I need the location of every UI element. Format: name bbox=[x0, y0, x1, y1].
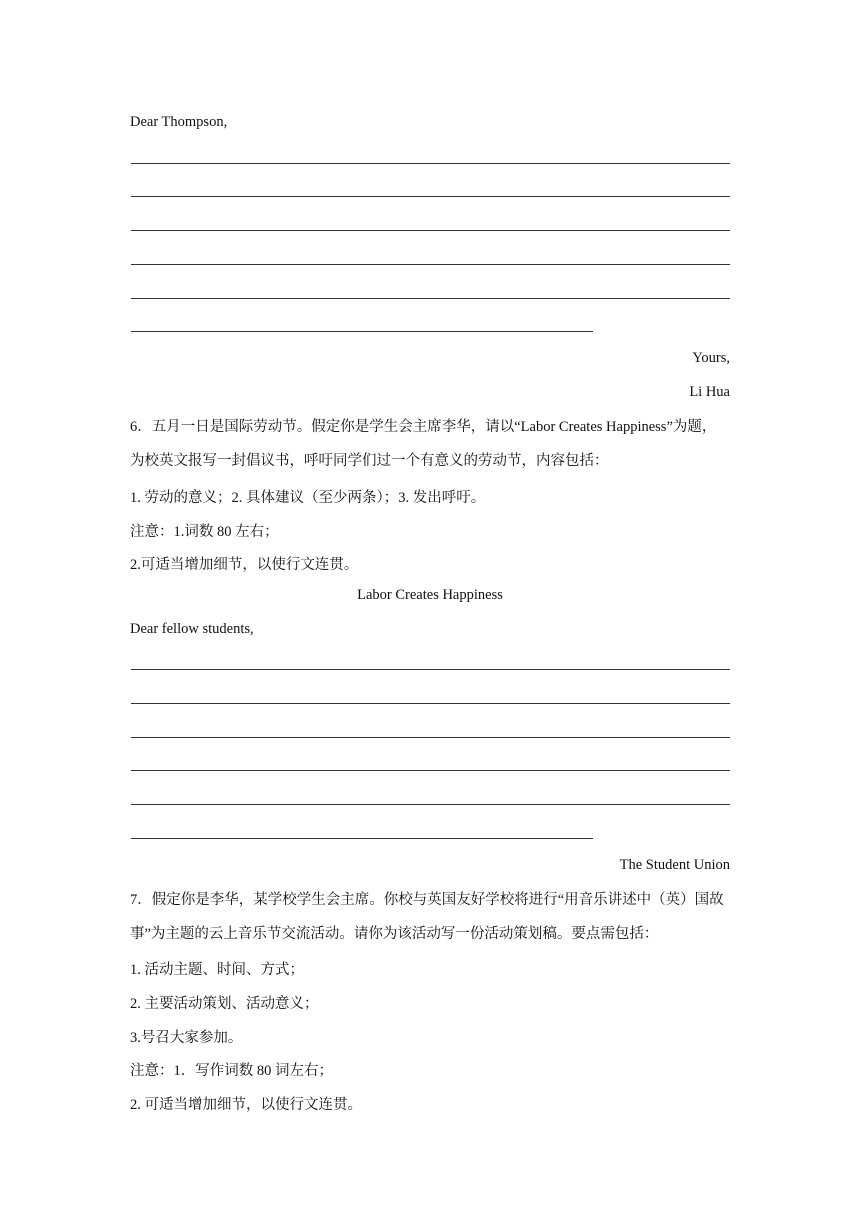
question-6-note-1: 注意：1.词数 80 左右； bbox=[130, 524, 279, 540]
question-7-prompt: 7．假定你是李华，某学校学生会主席。你校与英国友好学校将进行“用音乐讲述中（英）国故事”为主题的云上音乐节交流活动。请你为该活动写一份活动策划稿。要点需包括： bbox=[130, 892, 724, 942]
question-7-point-1: 1. 活动主题、时间、方式； bbox=[130, 962, 304, 978]
writing-line-short bbox=[131, 838, 593, 839]
writing-line bbox=[131, 298, 730, 299]
writing-line bbox=[131, 669, 730, 670]
writing-line bbox=[131, 770, 730, 771]
question-7-note-1: 注意：1．写作词数 80 词左右； bbox=[130, 1063, 333, 1079]
writing-line bbox=[131, 703, 730, 704]
question-6-title: Labor Creates Happiness bbox=[357, 587, 503, 603]
writing-line bbox=[131, 196, 730, 197]
letter-closing: Yours, bbox=[692, 350, 730, 366]
question-6-greeting: Dear fellow students, bbox=[130, 621, 254, 637]
letter-signature: Li Hua bbox=[689, 384, 730, 400]
question-6-note-2: 2.可适当增加细节，以使行文连贯。 bbox=[130, 557, 359, 573]
question-6-points: 1. 劳动的意义；2. 具体建议（至少两条）；3. 发出呼吁。 bbox=[130, 490, 486, 506]
writing-line bbox=[131, 264, 730, 265]
letter-greeting: Dear Thompson, bbox=[130, 114, 228, 130]
writing-line bbox=[131, 230, 730, 231]
writing-line bbox=[131, 737, 730, 738]
question-6-prompt: 6．五月一日是国际劳动节。假定你是学生会主席李华，请以“Labor Creates Happiness”为题，为校英文报写一封倡议书，呼吁同学们过一个有意义的劳动节，内容包括： bbox=[130, 419, 717, 469]
writing-line-short bbox=[131, 331, 593, 332]
question-7-note-2: 2. 可适当增加细节，以使行文连贯。 bbox=[130, 1097, 362, 1113]
question-7-point-2: 2. 主要活动策划、活动意义； bbox=[130, 996, 319, 1012]
question-7-point-3: 3.号召大家参加。 bbox=[130, 1030, 243, 1046]
question-6-signature: The Student Union bbox=[619, 857, 730, 873]
writing-line bbox=[131, 804, 730, 805]
writing-line bbox=[131, 163, 730, 164]
